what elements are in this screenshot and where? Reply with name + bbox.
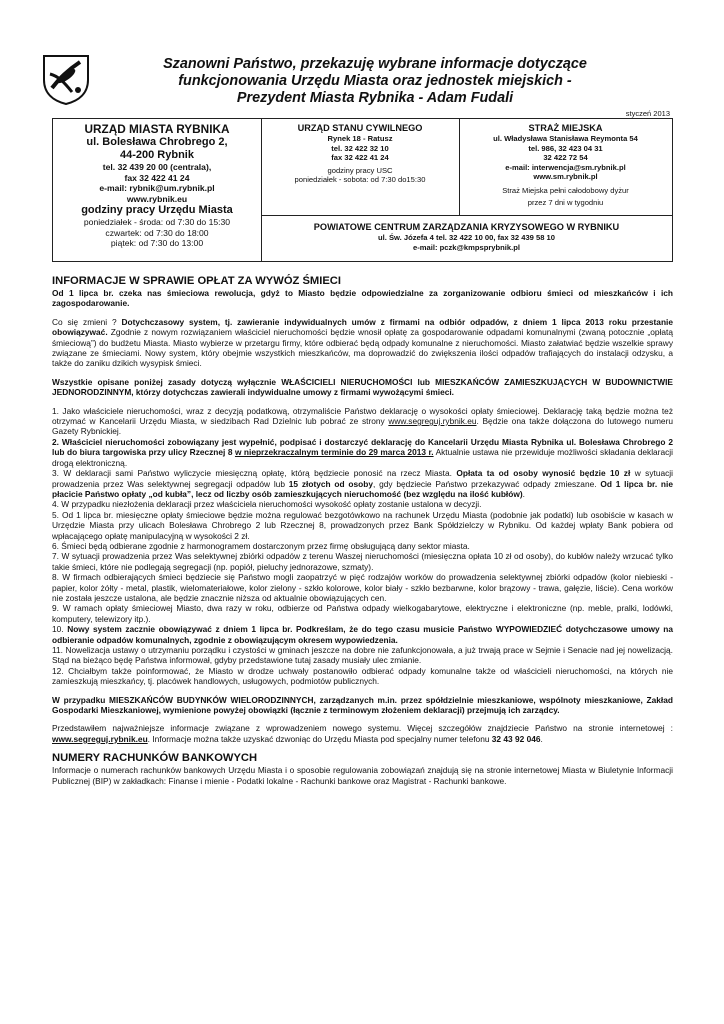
city-hall-name: URZĄD MIASTA RYBNIKA: [84, 122, 230, 136]
list-item: 8. W firmach odbierających śmieci będziecie się Państwo mogli zaopatrzyć w pięć rodzajów worków do prowadzenia selektywnej zbiórki odpadów (kolor niebieski - papier, kolor żółty - metal, plastik, wielomateriałowe, kolor zielony - szkło kolorowe, kolor biały - szkło bezbarwne, kolor brązowy - trawa, gałęzie, liście). Cena worków nie została jeszcze ustalona, ale będzie znacznie niższa od aktualnie obowiązujących cen.: [52, 572, 673, 603]
municipal-police-name: STRAŻ MIEJSKA: [528, 123, 603, 133]
paragraph: Co się zmieni ? Dotychczasowy system, tj. zawieranie indywidualnych umów z firmami na odbiór odpadów, z dniem 1 lipca 2013 roku przestanie obowiązywać. Zgodnie z nowym rozwiązaniem właściciel nieruchomości będzie wnosił opłatę za gospodarowanie odpadami komunalnymi (zwaną potocznie „opłatą śmieciową”) do budżetu Miasta. Miasto wybierze w przetargu firmy, które odbierać będą odpady komunalne z nieruchomości. Miasto załatwiać będzie wszelkie sprawy związane ze śmieciami. Nowy system, który obejmie wszystkich mieszkańców, ma doprowadzić do zwiększenia ilości odpadów trafiających do instalacji odzysku, a także do zaniku dzikich wysypisk śmieci.: [52, 316, 673, 369]
paragraph: Przedstawiłem najważniejsze informacje związane z wprowadzeniem nowego systemu. Więcej szczegółów znajdziecie Państwo na stronie internetowej : www.segreguj.rybnik.eu. Informacje można także uzyskać dzwoniąc do Urzędu Miasta pod specjalny numer telefonu 32 43 92 046.: [52, 723, 673, 744]
list-item: 3. W deklaracji sami Państwo wyliczycie miesięczną opłatę, którą będziecie ponosić na rzecz Miasta. Opłata ta od osoby wynosić będzie 10 zł w sytuacji prowadzenia przez Was selektywnej segregacji odpadów lub 15 złotych od osoby, gdy będziecie Państwo przekazywać odpady zmieszane. Od 1 lipca br. nie płacicie Państwo opłaty „od kubła”, lecz od liczby osób zamieszkujących nieruchomość (bez względu na ilość kubłów).: [52, 468, 673, 499]
title-line: funkcjonowania Urzędu Miasta oraz jednostek miejskich -: [178, 73, 572, 89]
municipal-police-note: Straż Miejska pełni całodobowy dyżur: [502, 185, 629, 195]
page-title: [135, 56, 615, 107]
registry-office-name: URZĄD STANU CYWILNEGO: [297, 123, 423, 133]
section-heading: NUMERY RACHUNKÓW BANKOWYCH: [52, 752, 258, 765]
list-item: 5. Od 1 lipca br. miesięczne opłaty śmieciowe będzie można regulować bezgotówkowo na rachunek Urzędu Miasta (podobnie jak podatki) lub osobiście w kasach w Urzędzie Miasta przy ulicach Bolesława Chrobrego 2 lub Rzecznej 8, prowadzonych przez Bank Spółdzielczy w Rybniku. Od każdej wpłaty Bank pobiera od wpłacającego opłatę manipulacyjną w wysokości 2 zł.: [52, 509, 673, 541]
paragraph: Informacje o numerach rachunków bankowych Urzędu Miasta i o sposobie regulowania zobowiązań znajdują się na stronie internetowej Miasta w Biuletynie Informacji Publicznej (BIP) w zakładkach: Finanse i mienie - Podatki lokalne - Rachunki bankowe oraz Magistrat - Rachunki bankowe.: [52, 765, 673, 786]
city-hall-city: 44-200 Rybnik: [120, 149, 194, 161]
municipal-police-address: ul. Władysława Stanisława Reymonta 54: [493, 134, 638, 143]
paragraph: Wszystkie opisane poniżej zasady dotyczą wyłącznie WŁAŚCICIELI NIERUCHOMOŚCI lub MIESZKAŃCÓW ZAMIESZKUJĄCYCH W BUDOWNICTWIE JEDNORODZINNYM, którzy dotychczas zawierali indywidualne umowy z firmami wywożącymi śmieci.: [52, 376, 673, 398]
list-item: 9. W ramach opłaty śmieciowej Miasto, dwa razy w roku, odbierze od Państwa odpady wielkogabarytowe, elektryczne i elektroniczne (np. meble, pralki, lodówki, komputery, telewizory itp.).: [52, 603, 673, 624]
list-item: 11. Nowelizacja ustawy o utrzymaniu porządku i czystości w gminach jeszcze na dobre nie zafunkcjonowała, a już trwają prace w Sejmie i Senacie nad jej nowelizacją. Stąd na bieżąco będę Państwa informował, gdyby przedstawione tutaj zasady musiały ulec zmianie.: [52, 645, 673, 666]
city-hall-www[interactable]: www.rybnik.eu: [126, 193, 188, 204]
city-hall-tel: tel. 32 439 20 00 (centrala),: [102, 162, 212, 172]
city-hall-street: ul. Bolesława Chrobrego 2,: [86, 136, 228, 148]
list-item: 6. Śmieci będą odbierane zgodnie z harmonogramem dostarczonym przez firmę obsługującą dany sektor miasta.: [52, 540, 470, 551]
registry-office-address: Rynek 18 - Ratusz: [327, 134, 393, 143]
municipal-police-contact: [459, 119, 672, 215]
paragraph: W przypadku MIESZKAŃCÓW BUDYNKÓW WIELORODZINNYCH, zarządzanych m.in. przez spółdzielnie mieszkaniowe, wspólnoty mieszkaniowe, Zakład Gospodarki Mieszkaniowej, wymienione powyżej obowiązki (łącznie z terminowym złożeniem deklaracji) przejmują ich zarządcy.: [52, 694, 673, 716]
municipal-police-note: przez 7 dni w tygodniu: [527, 197, 604, 207]
crisis-center-email[interactable]: e-mail: pczk@kmpsprybnik.pl: [413, 242, 520, 252]
crisis-center-contact: [261, 215, 672, 262]
city-hall-email[interactable]: e-mail: rybnik@um.rybnik.pl: [99, 183, 215, 193]
city-coat-of-arms-icon: [38, 50, 94, 106]
city-hall-hours-title: godziny pracy Urzędu Miasta: [81, 204, 233, 216]
municipal-police-www[interactable]: www.sm.rybnik.pl: [533, 172, 598, 182]
lead-paragraph: Od 1 lipca br. czeka nas śmieciowa rewolucja, gdyż to Miasto będzie odpowiedzialne za zorganizowanie odbioru śmieci od mieszkańców i ich zagospodarowanie.: [52, 288, 673, 309]
helpline-number: 32 43 92 046: [491, 733, 541, 744]
list-item: 10. Nowy system zacznie obowiązywać z dniem 1 lipca br. Podkreślam, że do tego czasu musicie Państwo WYPOWIEDZIEĆ dotychczasowe umowy na odbieranie odpadów komunalnych, zgodnie z obowiązującym okresem wypowiedzenia.: [52, 624, 674, 645]
segreguj-link[interactable]: www.segreguj.rybnik.eu: [388, 416, 477, 427]
list-item: 1. Jako właściciele nieruchomości, wraz z decyzją podatkową, otrzymaliście Państwo deklarację o wysokości opłaty śmieciowej. Deklarację taką będzie można też otrzymać w Kancelarii Urzędu Miasta, w siedzibach Rad Dzielnic lub pobrać ze strony www.segreguj.rybnik.eu. Będzie ona także dołączona do lutowego numeru Gazety Rybnickiej.: [52, 405, 673, 437]
title-line: Szanowni Państwo, przekazuję wybrane informacje dotyczące: [163, 56, 587, 72]
crisis-center-name: POWIATOWE CENTRUM ZARZĄDZANIA KRYZYSOWEGO W RYBNIKU: [313, 222, 620, 232]
article-body: [52, 275, 673, 786]
title-line: Prezydent Miasta Rybnika - Adam Fudali: [236, 90, 514, 106]
registry-office-tel: tel. 32 422 32 10: [331, 143, 389, 153]
city-hall-hours: piątek: od 7:30 do 13:00: [110, 238, 204, 248]
section-heading: INFORMACJE W SPRAWIE OPŁAT ZA WYWÓZ ŚMIECI: [52, 275, 341, 287]
contact-info-box: [52, 118, 673, 262]
segreguj-link[interactable]: www.segreguj.rybnik.eu: [52, 733, 148, 744]
crisis-center-address: ul. Św. Józefa 4 tel. 32 422 10 00, fax 32 439 58 10: [377, 233, 556, 242]
city-hall-contact: [53, 119, 262, 261]
registry-office-contact: [261, 119, 460, 215]
registry-office-fax: fax 32 422 41 24: [331, 153, 389, 163]
registry-office-hours-title: godziny pracy USC: [327, 165, 393, 175]
list-item: 12. Chciałbym także poinformować, że Miasto w drodze uchwały postanowiło odbierać odpady komunalne także od właścicieli nieruchomości, na których nie zamieszkują mieszkańcy, tj. placówek handlowych, usługowych, podmiotów publicznych.: [52, 665, 673, 687]
municipal-police-tel: tel. 986, 32 423 04 31: [528, 143, 603, 153]
issue-date: styczeń 2013: [625, 109, 670, 118]
municipal-police-tel2: 32 422 72 54: [543, 153, 588, 163]
registry-office-hours: poniedziałek - sobota: od 7:30 do15:30: [294, 175, 426, 185]
list-item: 2. Właściciel nieruchomości zobowiązany jest wypełnić, podpisać i dostarczyć deklarację do Kancelarii Urzędu Miasta Rybnika ul. Bolesława Chrobrego 2 lub do biura targowiska przy ulicy Rzecznej 8 w nieprzekraczalnym terminie do 29 marca 2013 r. Aktualnie ustawa nie przewiduje możliwości składania deklaracji drogą elektroniczną.: [52, 436, 673, 468]
list-item: 4. W przypadku niezłożenia deklaracji przez właściciela nieruchomości wysokość opłaty zostanie ustalona w decyzji.: [52, 499, 482, 510]
city-hall-hours: poniedziałek - środa: od 7:30 do 15:30: [83, 217, 231, 227]
list-item: 7. W sytuacji prowadzenia przez Was selektywnej zbiórki odpadów z terenu Waszej nieruchomości (miesięczna opłata 10 zł od osoby), do kubłów należy wrzucać tylko takie śmieci, które nie podlegają segregacji (np. popiół, pieluchy jednorazowe, szmaty).: [52, 551, 673, 572]
city-hall-hours: czwartek: od 7:30 do 18:00: [105, 227, 209, 238]
municipal-police-email[interactable]: e-mail: interwencja@sm.rybnik.pl: [505, 162, 626, 172]
city-hall-fax: fax 32 422 41 24: [124, 172, 190, 183]
